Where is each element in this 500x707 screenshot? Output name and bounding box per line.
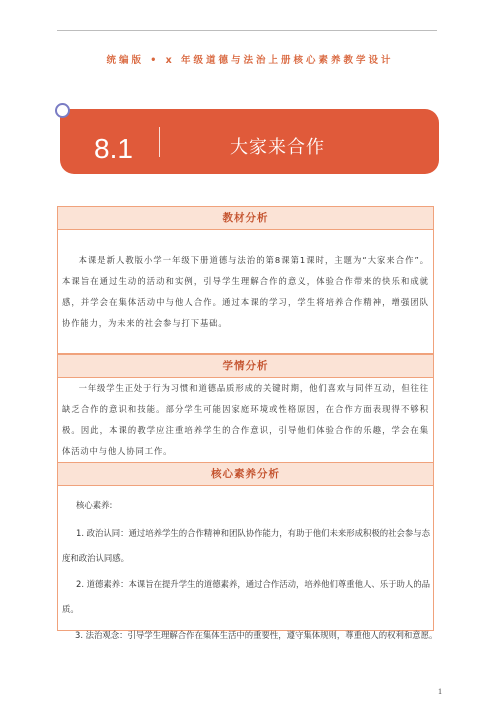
lesson-title: 大家来合作 xyxy=(230,137,325,158)
core-item-1-line-2: 度和政治认同感。 xyxy=(62,553,129,563)
section-body-core xyxy=(57,486,434,631)
lesson-number: 8.1 xyxy=(94,133,133,164)
core-item-2-line-2: 质。 xyxy=(62,604,79,614)
document-header-title: 统编版 • x 年级道德与法治上册核心素养教学设计 xyxy=(106,55,394,66)
section-body-textbook xyxy=(57,230,434,354)
section-heading-textbook: 教材分析 xyxy=(57,206,434,230)
core-item-1-line-1: 1. 政治认同：通过培养学生的合作精神和团队协作能力，有助于他们未来形成积极的社会参与态 xyxy=(76,528,431,538)
core-item-2-line-1: 2. 道德素养：本课旨在提升学生的道德素养，通过合作活动，培养他们尊重他人、乐于助人的品 xyxy=(76,579,431,589)
textbook-analysis-text: 本课是新人教版小学一年级下册道德与法治的第8课第1课时，主题为“大家来合作”。本课旨在通过生动的活动和实例，引导学生理解合作的意义，体验合作带来的快乐和成就感，并学会在集体活动中与他人合作。通过本课的学习，学生将培养合作精神，增强团队协作能力，为未来的社会参与打下基础。 xyxy=(62,255,429,328)
section-heading-core: 核心素养分析 xyxy=(57,462,434,486)
core-item-3-line-1: 3. 法治观念：引导学生理解合作在集体生活中的重要性，遵守集体规则，尊重他人的权利和意愿。 xyxy=(75,630,438,640)
student-analysis-text: 一年级学生正处于行为习惯和道德品质形成的关键时期，他们喜欢与同伴互动，但往往缺乏合作的意识和技能。部分学生可能因家庭环境或性格原因，在合作方面表现得不够积极。因此，本课的教学应注重培养学生的合作意识，引导他们体验合作的乐趣，学会在集体活动中与他人协同工作。 xyxy=(62,383,429,456)
core-intro: 核心素养: xyxy=(76,500,113,510)
section-heading-students: 学情分析 xyxy=(57,354,434,378)
top-rule xyxy=(57,30,437,31)
banner-divider xyxy=(159,127,160,157)
circle-dot-icon xyxy=(55,103,70,118)
page-number: 1 xyxy=(438,687,442,696)
